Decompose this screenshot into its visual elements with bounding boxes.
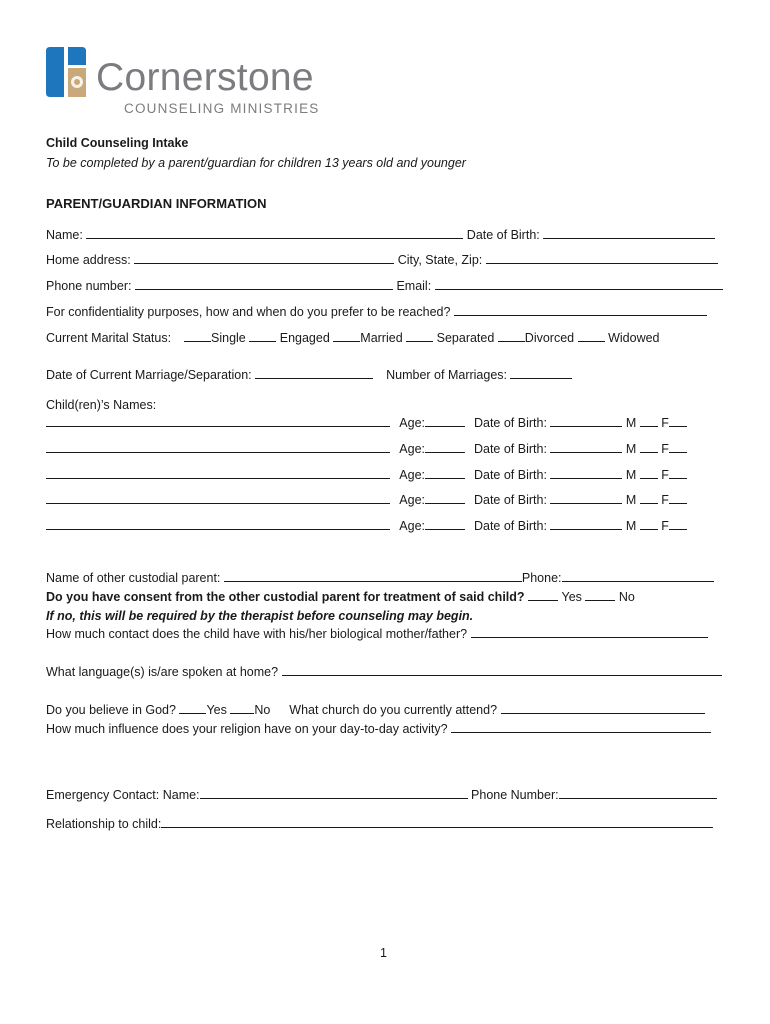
- marital-status-row: [46, 330, 660, 346]
- form-subtitle: To be completed by a parent/guardian for children 13 years old and younger: [46, 156, 466, 170]
- child-name-field[interactable]: [46, 415, 390, 427]
- other-parent-field[interactable]: [224, 570, 522, 582]
- child-dob-label: Date of Birth:: [473, 493, 547, 507]
- influence-field[interactable]: [451, 721, 711, 733]
- child-f-label: F: [661, 416, 669, 430]
- child-m-label: M: [625, 442, 637, 456]
- child-dob-label: Date of Birth:: [473, 519, 547, 533]
- home-address-label: Home address:: [46, 253, 131, 267]
- child-age-field[interactable]: [425, 441, 465, 453]
- child-dob-label: Date of Birth:: [473, 442, 547, 456]
- confidentiality-field[interactable]: [454, 304, 707, 316]
- consent-row: [46, 589, 635, 605]
- child-m-label: M: [625, 416, 637, 430]
- confidentiality-label: For confidentiality purposes, how and when do you prefer to be reached?: [46, 305, 451, 319]
- child-f-field[interactable]: [669, 415, 687, 427]
- marriage-row: [46, 367, 572, 383]
- child-m-field[interactable]: [640, 492, 658, 504]
- languages-field[interactable]: [282, 664, 722, 676]
- phone-number-label: Phone number:: [46, 279, 132, 293]
- child-f-label: F: [661, 493, 669, 507]
- phone-number-field[interactable]: [135, 278, 393, 290]
- contact-field[interactable]: [471, 626, 708, 638]
- child-f-label: F: [661, 519, 669, 533]
- engaged-field[interactable]: [249, 330, 276, 342]
- child-dob-field[interactable]: [550, 441, 622, 453]
- consent-yes-label: Yes: [561, 590, 582, 604]
- child-m-field[interactable]: [640, 518, 658, 530]
- single-label: Single: [211, 331, 246, 345]
- address-row: [46, 252, 718, 268]
- child-age-field[interactable]: [425, 467, 465, 479]
- consent-note: If no, this will be required by the therapist before counseling may begin.: [46, 609, 474, 623]
- city-state-zip-field[interactable]: [486, 252, 718, 264]
- consent-no-field[interactable]: [585, 589, 615, 601]
- name-row: [46, 227, 715, 243]
- believe-god-label: Do you believe in God?: [46, 703, 176, 717]
- form-title: Child Counseling Intake: [46, 136, 189, 150]
- child-name-field[interactable]: [46, 492, 390, 504]
- languages-row: [46, 664, 722, 680]
- god-yes-label: Yes: [206, 703, 227, 717]
- child-m-field[interactable]: [640, 467, 658, 479]
- confidentiality-row: [46, 304, 707, 320]
- emergency-row: [46, 787, 717, 803]
- languages-label: What language(s) is/are spoken at home?: [46, 665, 279, 679]
- influence-label: How much influence does your religion have on your day-to-day activity?: [46, 722, 448, 736]
- num-marriages-field[interactable]: [510, 367, 572, 379]
- logo: [46, 47, 326, 119]
- child-name-field[interactable]: [46, 518, 390, 530]
- child-f-field[interactable]: [669, 441, 687, 453]
- church-label: What church do you currently attend?: [289, 703, 498, 717]
- logo-name: Cornerstone: [96, 56, 314, 99]
- num-marriages-label: Number of Marriages:: [386, 368, 507, 382]
- child-dob-field[interactable]: [550, 518, 622, 530]
- child-age-field[interactable]: [425, 518, 465, 530]
- contact-row: [46, 626, 708, 642]
- emergency-name-field[interactable]: [200, 787, 468, 799]
- child-f-field[interactable]: [669, 518, 687, 530]
- married-label: Married: [360, 331, 403, 345]
- child-row: [46, 467, 687, 483]
- other-parent-label: Name of other custodial parent:: [46, 571, 221, 585]
- logo-subtitle: COUNSELING MINISTRIES: [124, 101, 320, 116]
- separated-label: Separated: [436, 331, 495, 345]
- child-m-field[interactable]: [640, 415, 658, 427]
- child-age-label: Age:: [399, 442, 425, 456]
- child-name-field[interactable]: [46, 441, 390, 453]
- other-parent-row: [46, 570, 714, 586]
- single-field[interactable]: [184, 330, 211, 342]
- child-name-field[interactable]: [46, 467, 390, 479]
- child-row: [46, 441, 687, 457]
- child-age-label: Age:: [399, 519, 425, 533]
- relationship-field[interactable]: [161, 816, 713, 828]
- child-dob-field[interactable]: [550, 467, 622, 479]
- child-row: [46, 492, 687, 508]
- children-names-label: Child(ren)’s Names:: [46, 398, 157, 412]
- section-heading: PARENT/GUARDIAN INFORMATION: [46, 196, 267, 211]
- consent-no-label: No: [618, 590, 635, 604]
- name-field[interactable]: [86, 227, 463, 239]
- child-f-field[interactable]: [669, 467, 687, 479]
- child-dob-label: Date of Birth:: [473, 468, 547, 482]
- emergency-phone-label: Phone Number:: [471, 788, 559, 802]
- child-f-field[interactable]: [669, 492, 687, 504]
- child-age-label: Age:: [399, 416, 425, 430]
- married-field[interactable]: [333, 330, 360, 342]
- email-label: Email:: [396, 279, 432, 293]
- child-row: [46, 415, 687, 431]
- child-m-field[interactable]: [640, 441, 658, 453]
- child-age-label: Age:: [399, 468, 425, 482]
- widowed-field[interactable]: [578, 330, 605, 342]
- relationship-label: Relationship to child:: [46, 817, 162, 831]
- name-label: Name:: [46, 228, 83, 242]
- influence-row: [46, 721, 711, 737]
- god-yes-field[interactable]: [179, 702, 206, 714]
- child-age-field[interactable]: [425, 415, 465, 427]
- god-no-field[interactable]: [230, 702, 254, 714]
- city-state-zip-label: City, State, Zip:: [397, 253, 483, 267]
- widowed-label: Widowed: [608, 331, 660, 345]
- cornerstone-logo-icon: [46, 47, 86, 97]
- relationship-row: [46, 816, 713, 832]
- child-age-label: Age:: [399, 493, 425, 507]
- church-field[interactable]: [501, 702, 705, 714]
- god-no-label: No: [254, 703, 271, 717]
- phone-email-row: [46, 278, 723, 294]
- child-row: [46, 518, 687, 534]
- page-number: 1: [380, 946, 387, 960]
- child-f-label: F: [661, 468, 669, 482]
- email-field[interactable]: [435, 278, 723, 290]
- marriage-date-field[interactable]: [255, 367, 373, 379]
- child-m-label: M: [625, 493, 637, 507]
- marriage-date-label: Date of Current Marriage/Separation:: [46, 368, 252, 382]
- other-parent-phone-field[interactable]: [562, 570, 714, 582]
- dob-label: Date of Birth:: [466, 228, 540, 242]
- consent-yes-field[interactable]: [528, 589, 558, 601]
- dob-field[interactable]: [543, 227, 715, 239]
- home-address-field[interactable]: [134, 252, 394, 264]
- separated-field[interactable]: [406, 330, 433, 342]
- child-dob-field[interactable]: [550, 415, 622, 427]
- engaged-label: Engaged: [279, 331, 330, 345]
- child-dob-field[interactable]: [550, 492, 622, 504]
- consent-label: Do you have consent from the other custodial parent for treatment of said child?: [46, 590, 525, 604]
- other-parent-phone-label: Phone:: [521, 571, 562, 585]
- child-m-label: M: [625, 468, 637, 482]
- child-m-label: M: [625, 519, 637, 533]
- child-dob-label: Date of Birth:: [473, 416, 547, 430]
- marital-status-label: Current Marital Status:: [46, 331, 172, 345]
- divorced-label: Divorced: [524, 331, 575, 345]
- emergency-phone-field[interactable]: [559, 787, 717, 799]
- child-f-label: F: [661, 442, 669, 456]
- emergency-label: Emergency Contact: Name:: [46, 788, 200, 802]
- child-age-field[interactable]: [425, 492, 465, 504]
- god-row: [46, 702, 705, 718]
- contact-label: How much contact does the child have with his/her biological mother/father?: [46, 627, 468, 641]
- divorced-field[interactable]: [498, 330, 525, 342]
